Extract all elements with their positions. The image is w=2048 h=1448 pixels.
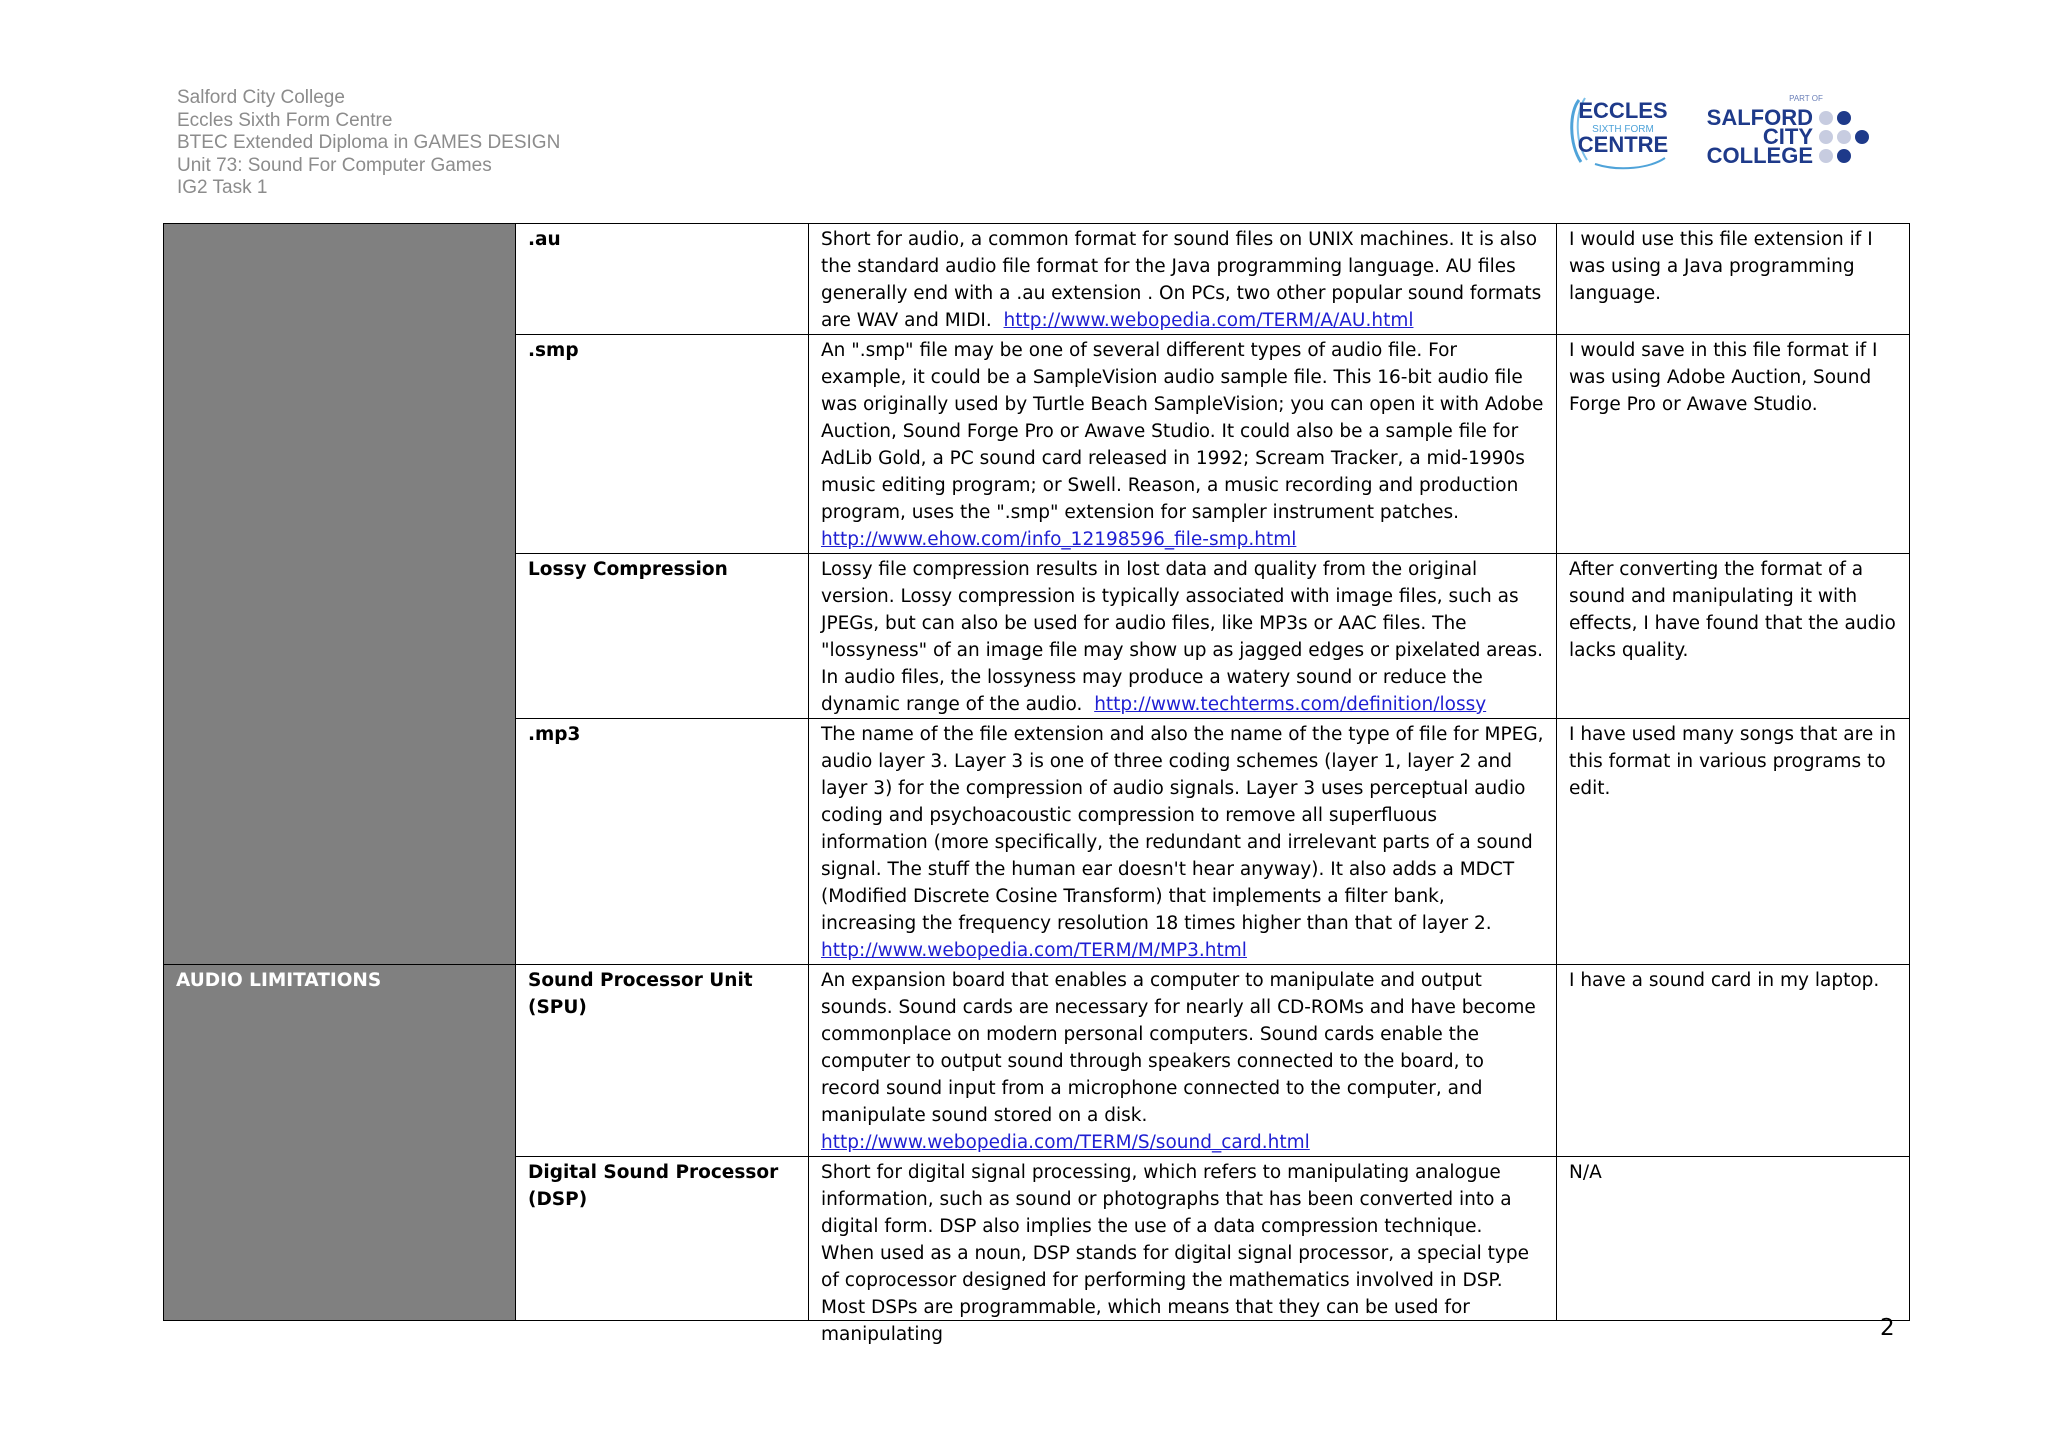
term-cell: .au [516, 224, 809, 335]
category-cell-blank [164, 224, 516, 965]
salford-logo-text-2: CITY [1762, 124, 1813, 149]
description-cell [809, 554, 1557, 719]
description-cell [809, 224, 1557, 335]
header-line-course: BTEC Extended Diploma in GAMES DESIGN [177, 132, 561, 153]
salford-logo-text-3: COLLEGE [1706, 143, 1813, 168]
document-header [177, 87, 560, 200]
description-cell [809, 719, 1557, 965]
term-cell: .mp3 [516, 719, 809, 965]
reference-link[interactable]: http://www.webopedia.com/TERM/S/sound_card.html [821, 1132, 1310, 1153]
header-line-college: Salford City College [177, 87, 345, 108]
reference-link[interactable]: http://www.techterms.com/definition/lossy [1094, 694, 1487, 715]
term-cell: .smp [516, 335, 809, 554]
description-text: An expansion board that enables a computer to manipulate and output sounds. Sound cards are necessary for nearly all CD-ROMs and have become commonplace on modern personal computers. Sound cards enable the computer to output sound through speakers connected to the board, to record sound input from a microphone connected to the computer, and manipulate sound stored on a disk. [821, 970, 1536, 1126]
header-line-unit: Unit 73: Sound For Computer Games [177, 154, 492, 176]
description-text: Lossy file compression results in lost data and quality from the original version. Lossy compression is typically associated with image files, such as JPEGs, but can also be used for audio files, like MP3s or AAC files. The "lossyness" of an image file may show up as jagged edges or pixelated areas. In audio files, the lossyness may produce a watery sound or reduce the dynamic range of the audio. [821, 559, 1543, 715]
reference-link[interactable]: http://www.webopedia.com/TERM/A/AU.html [1003, 310, 1414, 331]
description-cell [809, 335, 1557, 554]
category-cell-audio-limitations: AUDIO LIMITATIONS [164, 965, 516, 1321]
description-text: The name of the file extension and also the name of the type of file for MPEG, audio layer 3. Layer 3 is one of three coding schemes (layer 1, layer 2 and layer 3) for the compression of audio signals. Layer 3 uses perceptual audio coding and psychoacoustic compression to remove all superfluous information (more specifically, the redundant and irrelevant parts of a sound signal. The stuff the human ear doesn't hear anyway). It also adds a MDCT (Modified Discrete Cosine Transform) that implements a filter bank, increasing the frequency resolution 18 times higher than that of layer 2. [821, 724, 1544, 934]
eccles-logo-text-1: ECCLES [1578, 98, 1668, 123]
eccles-logo-text-3: CENTRE [1577, 132, 1669, 157]
comment-cell: I have used many songs that are in this format in various programs to edit. [1557, 719, 1910, 965]
salford-logo-text-1: SALFORD [1706, 105, 1813, 130]
header-line-centre: Eccles Sixth Form Centre [177, 109, 393, 131]
description-cell [809, 1157, 1557, 1345]
salford-logo-part-of: PART OF [1789, 94, 1823, 103]
comment-cell: After converting the format of a sound and manipulating it with effects, I have found that the audio lacks quality. [1557, 554, 1910, 719]
reference-link[interactable]: http://www.ehow.com/info_12198596_file-smp.html [821, 529, 1297, 550]
comment-cell: I have a sound card in my laptop. [1557, 965, 1910, 1157]
term-cell: Lossy Compression [516, 554, 809, 719]
term-cell: Sound Processor Unit (SPU) [516, 965, 809, 1157]
term-cell: Digital Sound Processor (DSP) [516, 1157, 809, 1321]
eccles-logo-text-2: SIXTH FORM [1592, 124, 1654, 135]
salford-city-college-logo [1706, 92, 1888, 170]
description-text: Short for digital signal processing, which refers to manipulating analogue information, such as sound or photographs that has been converted into a digital form. DSP also implies the use of a data compression technique. [821, 1162, 1512, 1237]
comment-cell: N/A [1557, 1157, 1910, 1321]
reference-link[interactable]: http://www.webopedia.com/TERM/M/MP3.html [821, 940, 1247, 961]
table-row [164, 224, 1910, 335]
page-number: 2 [1880, 1315, 1895, 1341]
description-text: An ".smp" file may be one of several different types of audio file. For example, it could be a SampleVision audio sample file. This 16-bit audio file was originally used by Turtle Beach SampleVision; you can open it with Adobe Auction, Sound Forge Pro or Awave Studio. It could also be a sample file for AdLib Gold, a PC sound card released in 1992; Scream Tracker, a mid-1990s music editing program; or Swell. Reason, a music recording and production program, uses the ".smp" extension for sampler instrument patches. [821, 340, 1544, 523]
header-line-task: IG2 Task 1 [177, 177, 268, 198]
eccles-centre-logo [1565, 92, 1675, 172]
comment-cell: I would use this file extension if I was using a Java programming language. [1557, 224, 1910, 335]
table-row [164, 965, 1910, 1157]
comment-cell: I would save in this file format if I was using Adobe Auction, Sound Forge Pro or Awave Studio. [1557, 335, 1910, 554]
description-text-continued: When used as a noun, DSP stands for digital signal processor, a special type of coprocessor designed for performing the mathematics involved in DSP. Most DSPs are programmable, which means that they can be used for manipulating [821, 1243, 1529, 1345]
description-text: Short for audio, a common format for sound files on UNIX machines. It is also the standard audio file format for the Java programming language. AU files generally end with a .au extension . On PCs, two other popular sound formats are WAV and MIDI. [821, 229, 1542, 331]
description-cell [809, 965, 1557, 1157]
audio-formats-table [163, 223, 1910, 1345]
